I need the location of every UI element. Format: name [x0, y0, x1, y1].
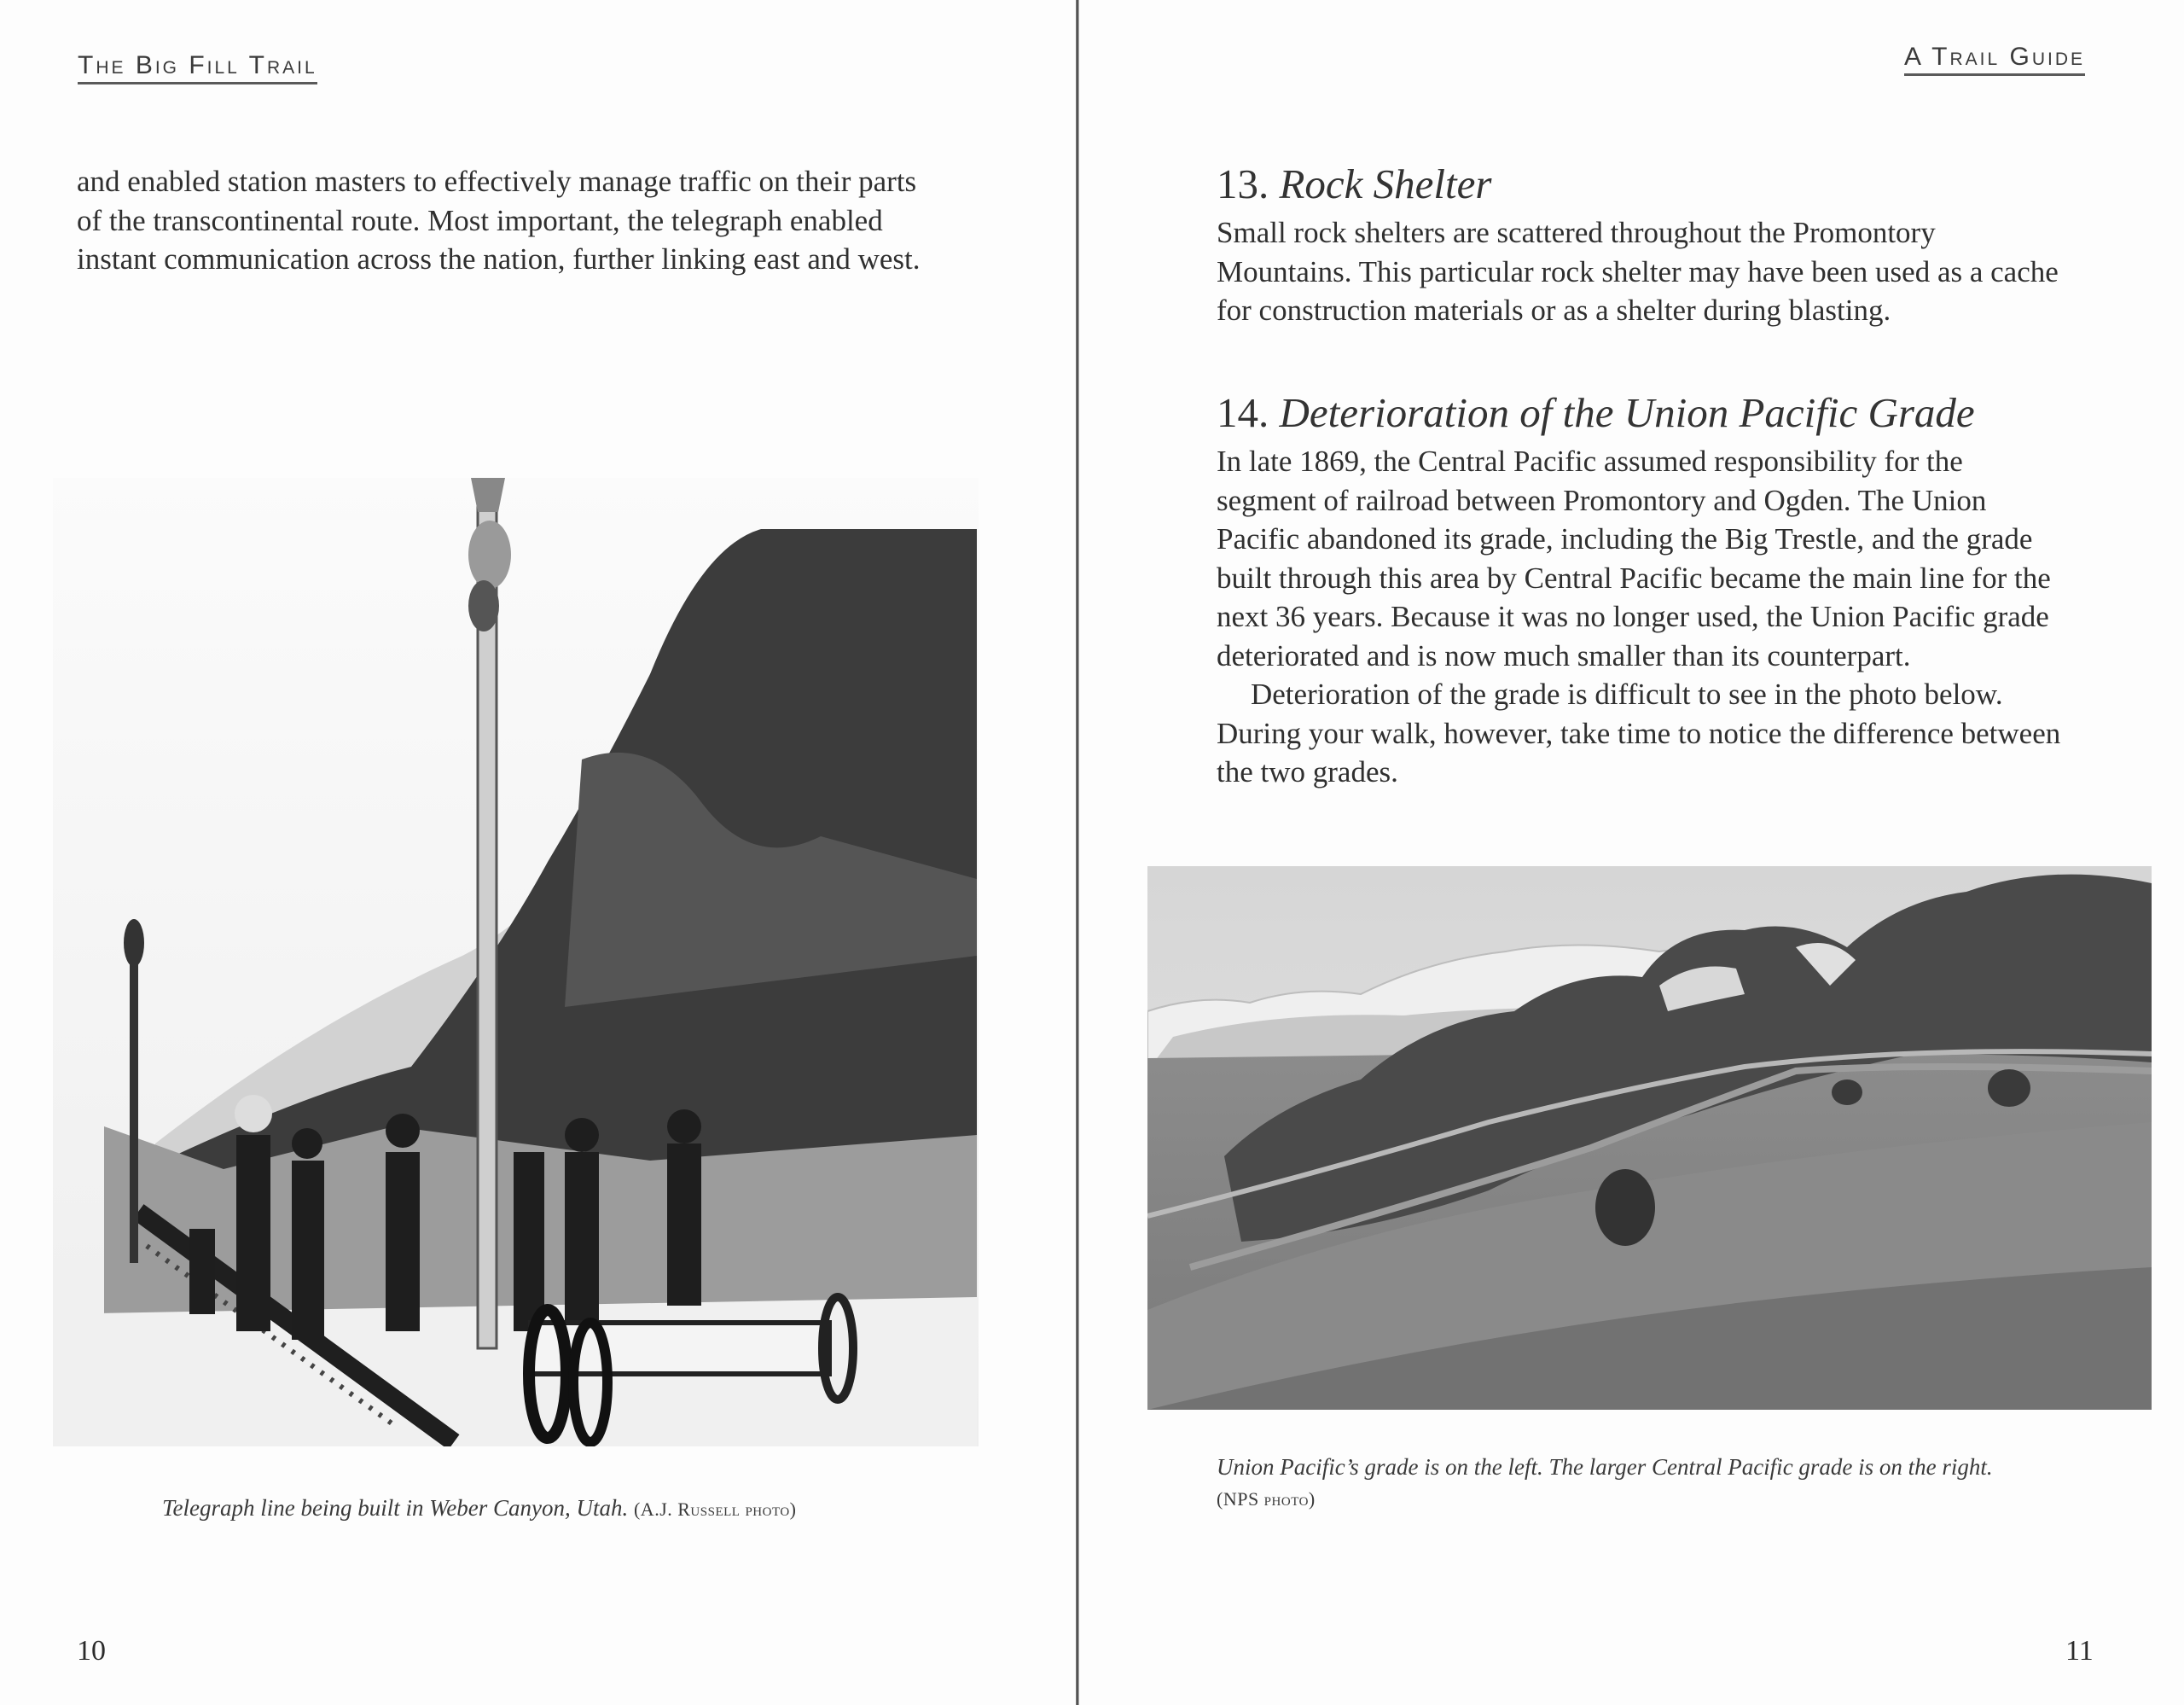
stop-title: Rock Shelter: [1279, 160, 1492, 207]
caption-text: Telegraph line being built in Weber Canyon, Utah.: [162, 1495, 629, 1521]
running-head-left: The Big Fill Trail: [78, 53, 317, 84]
trail-stop-heading: [1217, 160, 2070, 208]
photo-caption-left: [162, 1492, 797, 1526]
photo-caption-right: [1217, 1451, 2155, 1516]
trail-stop-heading: [1217, 389, 2070, 437]
stop-number: 14.: [1217, 389, 1269, 436]
photo-credit: (A.J. Russell photo): [633, 1498, 797, 1520]
right-page: [1080, 0, 2184, 1705]
railroad-grades-photo: [1147, 866, 2152, 1410]
telegraph-line-photo: [53, 478, 979, 1446]
left-page: [0, 0, 1077, 1705]
stop-paragraph: Deterioration of the grade is difficult to see in the photo below. During your walk, however, take time to notice the difference between the two grades.: [1217, 678, 2061, 788]
stop-paragraph: In late 1869, the Central Pacific assumed responsibility for the segment of railroad between Promontory and Ogden. The Union Pacific abandoned its grade, including the Big Trestle, and the grade built through this area by Central Pacific became the main line for the next 36 years. Because it was no longer used, the Union Pacific grade deteriorated and is now much smaller than its counterpart.: [1217, 445, 2051, 672]
photo-credit: (NPS photo): [1217, 1488, 1316, 1510]
stop-paragraph: Small rock shelters are scattered throughout the Promontory Mountains. This particular rock shelter may have been used as a cache for construction materials or as a shelter during blasting.: [1217, 216, 2059, 327]
body-paragraph: and enabled station masters to effectively manage traffic on their parts of the transcontinental route. Most important, the telegraph enabled instant communication across the nation, further linking east and west.: [77, 165, 921, 276]
book-gutter: [1076, 0, 1079, 1705]
page-number-left: 10: [77, 1635, 106, 1667]
stop-title: Deterioration of the Union Pacific Grade: [1279, 389, 1975, 436]
running-head-right: A Trail Guide: [1904, 44, 2085, 76]
caption-text: Union Pacific’s grade is on the left. The larger Central Pacific grade is on the right.: [1217, 1454, 1993, 1480]
stop-number: 13.: [1217, 160, 1269, 207]
trail-stop-14: [1217, 389, 2070, 792]
page-number-right: 11: [2065, 1635, 2094, 1667]
trail-stop-13: [1217, 160, 2070, 330]
